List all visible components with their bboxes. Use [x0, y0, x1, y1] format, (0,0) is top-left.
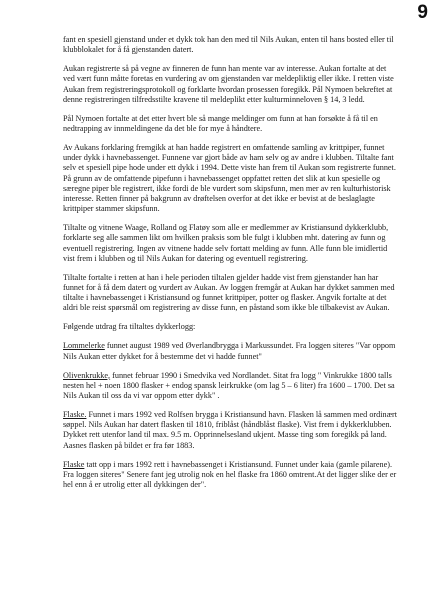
log-entry-title: Olivenkrukke,: [63, 370, 111, 380]
log-entry: [63, 460, 398, 491]
paragraph: Aukan registrerte så på vegne av finneren de funn han mente var av interesse. Aukan fortalte at det ved vært funn måtte foretas en vurdering av om gjenstanden var meldepliktig eller ikke. I retten viste Aukan frem registreringsprotokoll og forklarte hvordan prosessen foregikk. Pål Nymoen bekreftet at denne registreringen tilfredsstilte kravene til meldeplikt etter kulturminneloven § 14, 3 ledd.: [63, 64, 394, 104]
dive-log-list: [63, 341, 398, 490]
log-entry-text: funnet februar 1990 i Smedvika ved Nordlandet. Sitat fra logg " Vinkrukke 1800 talls nesten hel + noen 1800 flasker + endog spansk leirkrukke (om lag 5 – 6 liter) fra 1600 – 1700. Det sa Nils Aukan til oss da vi var oppom etter dykk" .: [63, 370, 395, 401]
log-entry: [63, 371, 398, 402]
log-entry-title: Flaske.: [63, 410, 87, 420]
paragraph: Av Aukans forklaring fremgikk at han hadde registrert en omfattende samling av krittpiper, funnet under dykk i havnebassenget. Funnene var gjort både av ham selv og av andre i klubben. Tiltalte fant selv et spesiell pipe hode under ett dykk i 1994. Dette viste han frem til Aukan som registrerte funnet. På grunn av de omfattende pipefunn i havnebassenget oppfattet retten det slik at kun spesielle og særegne piper ble registrert, ikke fordi de ble vurdert som skipsfunn, men mer av ren kulturhistorisk interesse. Retten finner på bakgrunn av drøftelsen overfor at det ikke er bevist at de beslaglagte krittpiper stammer skipsfunn.: [63, 143, 396, 214]
paragraph: Pål Nymoen fortalte at det etter hvert ble så mange meldinger om funn at han forsøkte å få til en nedtrapping av innmeldingene da det ble for mye å håndtere.: [63, 113, 378, 134]
log-entry-text: funnet august 1989 ved Øverlandbrygga i Markussundet. Fra loggen siteres "Var oppom Nils Aukan etter dykket for å bestemme det vi hadde funnet": [63, 341, 396, 361]
log-entry: [63, 410, 398, 451]
document-body: [63, 35, 398, 499]
log-intro: Følgende utdrag fra tiltaltes dykkerlogg:: [63, 322, 196, 332]
paragraph: Tiltalte og vitnene Waage, Rolland og Flatøy som alle er medlemmer av Kristiansund dykkerklubb, forklarte seg alle sammen likt om hvilken praksis som ble fulgt i klubben mht. datering av funn og eventuell registrering. Ingen av vitnene hadde selv fortatt melding av funn. Alle funn ble imidlertid vist frem i klubben og til Nils Aukan for datering og eventuell registrering.: [63, 223, 389, 263]
paragraph: fant en spesiell gjenstand under et dykk tok han den med til Nils Aukan, enten til hans bosted eller til klubblokalet for å få gjenstanden datert.: [63, 35, 394, 55]
page-number: 9: [417, 2, 428, 23]
log-entry-title: Flaske: [63, 459, 85, 469]
log-entry-title: Lommelerke: [63, 341, 105, 351]
paragraph: Tiltalte fortalte i retten at han i hele perioden tiltalen gjelder hadde vist frem gjenstander han har funnet for å få dem datert og vurdert av Aukan. Av loggen fremgår at Aukan har dykket sammen med tiltalte i havnebassenget i Kristiansund og funnet krittpiper, potter og flasker. Angvik fortalte at det aldri ble reist spørsmål om registrering av disse funn, en påstand som ikke ble tilbakevist av Aukan.: [63, 272, 395, 313]
log-entry-text: Funnet i mars 1992 ved Rolfsen brygga i Kristiansund havn. Flasken lå sammen med ordinært søppel. Nils Aukan har datert flasken til 1810, friblåst (håndblåst flaske). Vist frem i dykkerklubben. Dykket rett utenfor land til max. 9.5 m. Opprinnelsesland ukjent. Masse ting som foregikk på land. Aasnes flasken på bildet er fra før 1883.: [63, 410, 398, 450]
log-entry-text: tatt opp i mars 1992 rett i havnebassenget i Kristiansund. Funnet under kaia (gamle pilarene). Fra loggen siteres" Senere fant jeg utrolig nok en hel flaske fra 1860 omtrent.At det ligger slike der er hel enn å er utrolig etter all dykkingen der".: [63, 459, 397, 490]
log-entry: [63, 341, 398, 361]
